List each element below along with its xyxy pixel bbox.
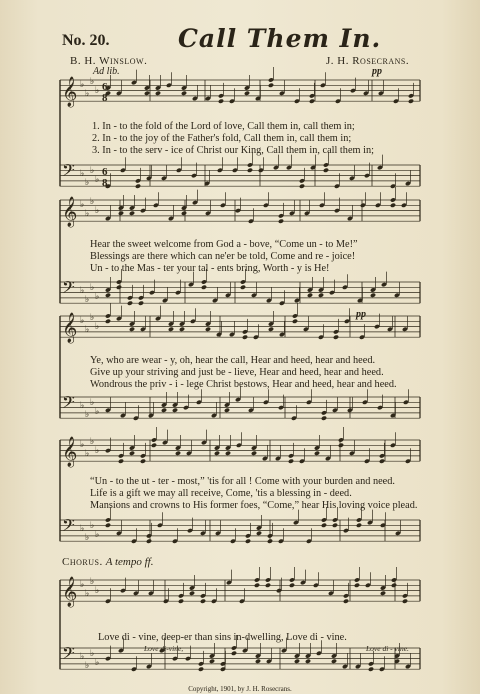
note-head — [135, 184, 141, 189]
flat-icon: ♭ — [95, 86, 100, 96]
note-head — [356, 523, 362, 528]
flat-icon: ♭ — [90, 166, 95, 176]
note-head — [289, 583, 295, 588]
note-head — [314, 451, 320, 456]
note-head — [240, 285, 246, 290]
note-head — [309, 99, 315, 104]
ad-lib-marking: Ad lib. — [93, 66, 120, 77]
lyric-verse-1: Hear the sweet welcome from God a - bove, “Come un - to Me!” — [90, 239, 358, 250]
note-head — [391, 583, 397, 588]
note-head — [292, 319, 298, 324]
note-head — [224, 408, 230, 413]
note-head — [231, 651, 237, 656]
chorus-echo-lyric-2: Love di - vine. — [366, 644, 409, 653]
note-head — [105, 523, 111, 528]
time-signature: 8 — [102, 177, 108, 189]
note-head — [144, 91, 150, 96]
note-head — [321, 416, 327, 421]
time-signature: 8 — [102, 92, 108, 104]
flat-icon: ♭ — [80, 524, 85, 534]
note-head — [127, 301, 133, 306]
flat-icon: ♭ — [95, 175, 100, 185]
tempo-marking: A tempo ff. — [105, 556, 154, 568]
note-head — [256, 531, 262, 536]
lyric-verse-2: Give up your striving and just be - lieve, Hear and heed, hear and heed. — [90, 367, 384, 378]
flat-icon: ♭ — [90, 77, 95, 87]
note-head — [321, 523, 327, 528]
note-head — [323, 168, 329, 173]
note-head — [343, 599, 349, 604]
note-head — [105, 293, 111, 298]
flat-icon: ♭ — [95, 586, 100, 596]
note-head — [138, 301, 144, 306]
flat-icon: ♭ — [80, 580, 85, 590]
note-head — [254, 583, 260, 588]
flat-icon: ♭ — [90, 649, 95, 659]
flat-icon: ♭ — [85, 589, 90, 599]
flat-icon: ♭ — [85, 325, 90, 335]
note-head — [116, 285, 122, 290]
note-head — [118, 459, 124, 464]
pianissimo-marking: pp — [372, 66, 382, 77]
note-head — [218, 99, 224, 104]
flat-icon: ♭ — [95, 292, 100, 302]
lyric-verse-2: 2. In - to the joy of the Father's fold, Call them in, call them in; — [92, 133, 352, 144]
flat-icon: ♭ — [95, 658, 100, 668]
flat-icon: ♭ — [80, 286, 85, 296]
lyric-verse-3: Wondrous the priv - i - lege Christ bestows, Hear and heed, hear and heed. — [90, 379, 397, 390]
flat-icon: ♭ — [80, 200, 85, 210]
note-head — [245, 539, 251, 544]
note-head — [265, 583, 271, 588]
flat-icon: ♭ — [95, 407, 100, 417]
note-head — [129, 211, 135, 216]
flat-icon: ♭ — [85, 410, 90, 420]
note-head — [390, 203, 396, 208]
note-head — [354, 583, 360, 588]
note-head — [200, 599, 206, 604]
flat-icon: ♭ — [90, 437, 95, 447]
flat-icon: ♭ — [80, 440, 85, 450]
flat-icon: ♭ — [85, 533, 90, 543]
flat-icon: ♭ — [85, 178, 90, 188]
note-head — [146, 539, 152, 544]
composer-credit: J. H. Rosecrans. — [326, 55, 410, 67]
note-head — [105, 319, 111, 324]
flat-icon: ♭ — [80, 169, 85, 179]
chorus-label: Chorus. — [62, 556, 103, 568]
note-head — [178, 599, 184, 604]
note-head — [155, 91, 161, 96]
note-head — [370, 293, 376, 298]
chorus-lyric: Love di - vine, deep-er than sins in-dwelling, Love di - vine. — [98, 632, 347, 643]
flat-icon: ♭ — [85, 295, 90, 305]
flat-icon: ♭ — [90, 313, 95, 323]
lyric-verse-3: Un - to the Mas - ter your tal - ents bring, Worth - y is He! — [90, 263, 330, 274]
time-signature: 6 — [102, 81, 108, 93]
flat-icon: ♭ — [85, 209, 90, 219]
note-head — [267, 539, 273, 544]
note-head — [247, 168, 253, 173]
time-signature: 6 — [102, 166, 108, 178]
copyright-notice: Copyright, 1901, by J. H. Rosecrans. — [188, 685, 292, 693]
treble-clef-icon: 𝄞 — [62, 313, 78, 343]
hymn-number: No. 20. — [62, 32, 110, 49]
note-head — [368, 667, 374, 672]
note-head — [268, 83, 274, 88]
note-head — [189, 591, 195, 596]
flat-icon: ♭ — [80, 80, 85, 90]
note-head — [172, 408, 178, 413]
note-head — [333, 335, 339, 340]
note-head — [244, 91, 250, 96]
note-head — [175, 451, 181, 456]
note-head — [332, 523, 338, 528]
note-head — [380, 591, 386, 596]
bass-clef-icon: 𝄢 — [62, 643, 75, 667]
note-head — [201, 285, 207, 290]
note-head — [278, 219, 284, 224]
lyric-verse-2: Life is a gift we may all receive, Come, 'tis a blessing in - deed. — [90, 488, 352, 499]
note-head — [129, 451, 135, 456]
note-head — [305, 659, 311, 664]
note-head — [225, 451, 231, 456]
note-head — [255, 659, 261, 664]
note-head — [129, 327, 135, 332]
note-head — [214, 451, 220, 456]
note-head — [307, 293, 313, 298]
note-head — [118, 211, 124, 216]
lyric-verse-3: 3. In - to the serv - ice of Christ our King, Call them in, call them in; — [92, 145, 374, 156]
treble-clef-icon: 𝄞 — [62, 577, 78, 607]
flat-icon: ♭ — [85, 661, 90, 671]
lyric-verse-2: Blessings are there which can ne'er be told, Come and re - joice! — [90, 251, 356, 262]
note-head — [161, 408, 167, 413]
flat-icon: ♭ — [90, 521, 95, 531]
lyric-verse-1: 1. In - to the fold of the Lord of love, Call them in, call them in; — [92, 121, 355, 132]
flat-icon: ♭ — [80, 316, 85, 326]
pianissimo-marking-2: pp — [356, 309, 366, 320]
flat-icon: ♭ — [90, 283, 95, 293]
note-head — [251, 451, 257, 456]
note-head — [268, 327, 274, 332]
lyric-verse-1: Ye, who are wear - y, oh, hear the call, Hear and heed, hear and heed. — [90, 355, 376, 366]
note-head — [181, 91, 187, 96]
chorus-echo-lyric: Love di-vine, — [144, 644, 184, 653]
lyricist-credit: B. H. Winslow. — [70, 55, 148, 67]
bass-clef-icon: 𝄢 — [62, 277, 75, 301]
flat-icon: ♭ — [90, 398, 95, 408]
bass-clef-icon: 𝄢 — [62, 392, 75, 416]
note-head — [209, 659, 215, 664]
note-head — [402, 599, 408, 604]
flat-icon: ♭ — [95, 206, 100, 216]
note-head — [331, 659, 337, 664]
note-head — [294, 659, 300, 664]
note-head — [299, 184, 305, 189]
chorus-marking — [62, 556, 153, 568]
flat-icon: ♭ — [80, 401, 85, 411]
note-head — [379, 459, 385, 464]
treble-clef-icon: 𝄞 — [62, 77, 78, 107]
flat-icon: ♭ — [90, 197, 95, 207]
bass-clef-icon: 𝄢 — [62, 160, 75, 184]
flat-icon: ♭ — [85, 89, 90, 99]
note-head — [140, 459, 146, 464]
treble-clef-icon: 𝄞 — [62, 197, 78, 227]
flat-icon: ♭ — [95, 446, 100, 456]
note-head — [151, 443, 157, 448]
note-head — [205, 327, 211, 332]
note-head — [198, 667, 204, 672]
hymn-title: Call Them In. — [178, 24, 382, 53]
note-head — [168, 327, 174, 332]
note-head — [408, 99, 414, 104]
flat-icon: ♭ — [85, 449, 90, 459]
note-head — [242, 335, 248, 340]
flat-icon: ♭ — [80, 652, 85, 662]
lyric-verse-1: “Un - to the ut - ter - most,” 'tis for all ! Come with your burden and need. — [90, 476, 395, 487]
treble-clef-icon: 𝄞 — [62, 437, 78, 467]
note-head — [318, 293, 324, 298]
note-head — [338, 443, 344, 448]
bass-clef-icon: 𝄢 — [62, 515, 75, 539]
lyric-verse-3: Mansions and crowns to His former foes, “Come,” hear His loving voice plead. — [90, 500, 418, 511]
note-head — [288, 459, 294, 464]
note-head — [181, 211, 187, 216]
flat-icon: ♭ — [90, 577, 95, 587]
flat-icon: ♭ — [95, 322, 100, 332]
flat-icon: ♭ — [95, 530, 100, 540]
note-head — [179, 327, 185, 332]
